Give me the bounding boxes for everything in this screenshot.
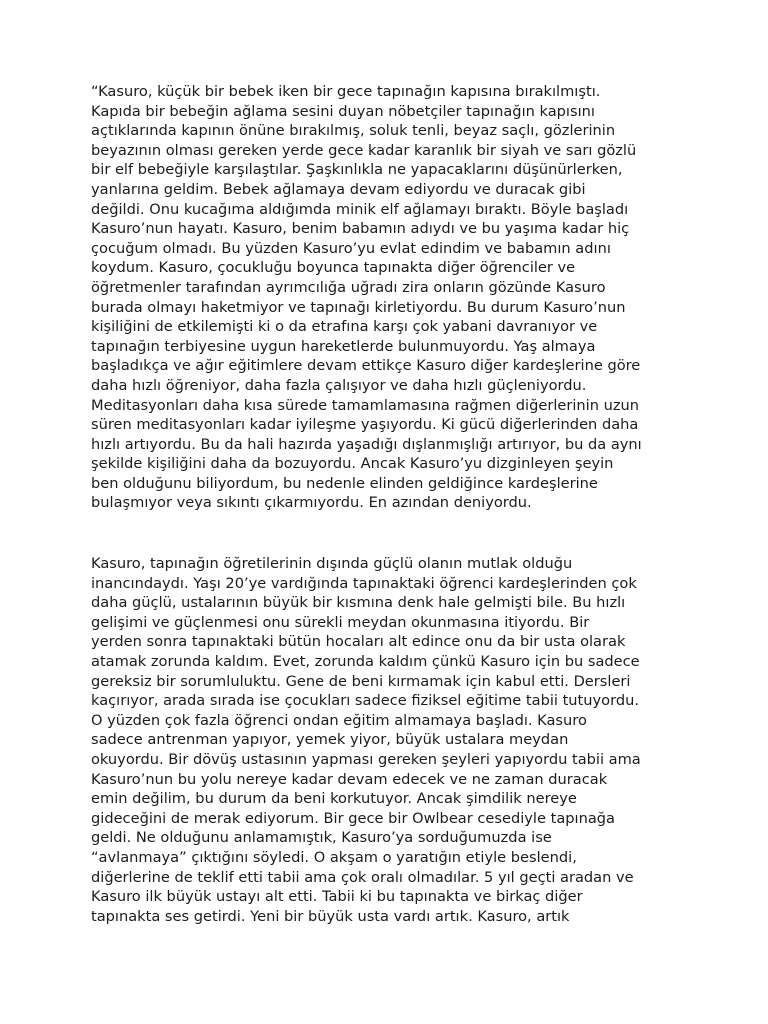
text-line: daha güçlü, ustalarının büyük bir kısmına denk hale gelmişti bile. Bu hızlı [91, 594, 626, 612]
paragraph-2 [91, 554, 711, 926]
text-line: açtıklarında kapının önüne bırakılmış, soluk tenli, beyaz saçlı, gözlerinin [91, 122, 616, 140]
text-line: diğerlerine de teklif etti tabii ama çok oralı olmadılar. 5 yıl geçti aradan ve [91, 868, 634, 886]
text-line: hızlı artıyordu. Bu da hali hazırda yaşadığı dışlanmışlığı artırıyor, bu da aynı [91, 435, 642, 453]
text-line: Meditasyonları daha kısa sürede tamamlamasına rağmen diğerlerinin uzun [91, 396, 640, 414]
text-line: yanlarına geldim. Bebek ağlamaya devam ediyordu ve duracak gibi [91, 180, 586, 198]
text-line: sadece antrenman yapıyor, yemek yiyor, büyük ustalara meydan [91, 731, 569, 749]
text-line: yerden sonra tapınaktaki bütün hocaları alt edince onu da bir usta olarak [91, 633, 626, 651]
text-line: “Kasuro, küçük bir bebek iken bir gece tapınağın kapısına bırakılmıştı. [91, 83, 601, 100]
text-line: çocuğum olmadı. Bu yüzden Kasuro’yu evlat edindim ve babamın adını [91, 239, 611, 257]
text-line: O yüzden çok fazla öğrenci ondan eğitim almamaya başladı. Kasuro [91, 711, 587, 729]
text-line: Kasuro’nun hayatı. Kasuro, benim babamın adıydı ve bu yaşıma kadar hiç [91, 220, 630, 238]
text-line: daha hızlı öğreniyor, daha fazla çalışıyor ve daha hızlı güçleniyordu. [91, 376, 587, 394]
text-line: Kasuro, tapınağın öğretilerinin dışında güçlü olanın mutlak olduğu [91, 555, 573, 572]
text-line: süren meditasyonları kadar iyileşme yaşıyordu. Ki gücü diğerlerinden daha [91, 416, 639, 434]
text-line: Kasuro ilk büyük ustayı alt etti. Tabii ki bu tapınakta ve birkaç diğer [91, 888, 583, 906]
text-line: geldi. Ne olduğunu anlamamıştık, Kasuro’ya sorduğumuzda ise [91, 829, 552, 847]
text-line: kişiliğini de etkilemişti ki o da etrafına karşı çok yabani davranıyor ve [91, 318, 598, 336]
text-line: inancındaydı. Yaşı 20’ye vardığında tapınaktaki öğrenci kardeşlerinden çok [91, 574, 637, 592]
text-line: bulaşmıyor veya sıkıntı çıkarmıyordu. En azından deniyordu. [91, 494, 532, 512]
text-line: beyazının olması gereken yerde gece kadar karanlık bir siyah ve sarı gözlü [91, 141, 637, 159]
text-line: kaçırıyor, arada sırada ise çocukları sadece fiziksel eğitime tabii tutuyordu. [91, 692, 639, 710]
text-line: öğretmenler tarafından ayrımcılığa uğradı zira onların gözünde Kasuro [91, 278, 606, 296]
text-line: burada olmayı haketmiyor ve tapınağı kirletiyordu. Bu durum Kasuro’nun [91, 298, 626, 316]
text-line: ben olduğunu biliyordum, bu nedenle elinden geldiğince kardeşlerine [91, 474, 598, 492]
text-line: şekilde kişiliğini daha da bozuyordu. Ancak Kasuro’yu dizginleyen şeyin [91, 455, 614, 473]
text-line: gereksiz bir sorumluluktu. Gene de beni kırmamak için kabul etti. Dersleri [91, 672, 631, 690]
text-line: okuyordu. Bir dövüş ustasının yapması gereken şeyleri yapıyordu tabii ama [91, 750, 641, 768]
text-line: “avlanmaya” çıktığını söyledi. O akşam o yaratığın etiyle beslendi, [91, 848, 577, 866]
text-line: gelişimi ve güçlenmesi onu sürekli meydan okunmasına itiyordu. Bir [91, 613, 590, 631]
text-line: atamak zorunda kaldım. Evet, zorunda kaldım çünkü Kasuro için bu sadece [91, 652, 640, 670]
paragraph-1 [91, 82, 711, 513]
text-line: tapınakta ses getirdi. Yeni bir büyük usta vardı artık. Kasuro, artık [91, 907, 570, 925]
text-line: gideceğini de merak ediyorum. Bir gece bir Owlbear cesediyle tapınağa [91, 809, 615, 827]
text-line: emin değilim, bu durum da beni korkutuyor. Ancak şimdilik nereye [91, 790, 577, 808]
text-line: Kasuro’nun bu yolu nereye kadar devam edecek ve ne zaman duracak [91, 770, 608, 788]
text-line: başladıkça ve ağır eğitimlere devam ettikçe Kasuro diğer kardeşlerine göre [91, 357, 641, 375]
text-line: değildi. Onu kucağıma aldığımda minik elf ağlamayı bıraktı. Böyle başladı [91, 200, 629, 218]
text-line: koydum. Kasuro, çocukluğu boyunca tapınakta diğer öğrenciler ve [91, 259, 576, 277]
text-line: Kapıda bir bebeğin ağlama sesini duyan nöbetçiler tapınağın kapısını [91, 102, 595, 120]
text-line: tapınağın terbiyesine uygun hareketlerde bulunmuyordu. Yaş almaya [91, 337, 596, 355]
text-line: bir elf bebeğiyle karşılaştılar. Şaşkınlıkla ne yapacaklarını düşünürlerken, [91, 161, 623, 179]
